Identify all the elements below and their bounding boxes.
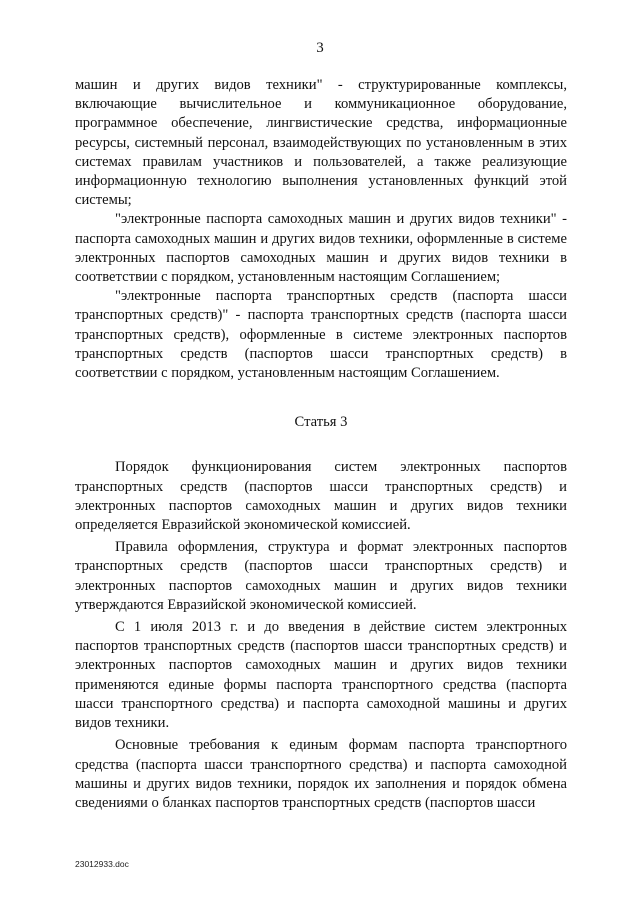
- article-paragraph: Правила оформления, структура и формат электронных паспортов транспортных средств (паспортов шасси транспортных средств) и электронных паспортов самоходных машин и других видов техники утверждаются Евразийской экономической комиссией.: [75, 539, 567, 613]
- document-body: [75, 76, 567, 813]
- article-paragraph: С 1 июля 2013 г. и до введения в действие систем электронных паспортов транспортных средств (паспортов шасси транспортных средств) и электронных паспортов самоходных машин и других видов техники применяются единые формы паспорта транспортного средства (паспорта шасси транспортного средства) и паспорта самоходной машины и других видов техники.: [75, 619, 567, 732]
- definition-paragraph: "электронные паспорта транспортных средств (паспорта шасси транспортных средств)" - паспорта транспортных средств (паспорта шасси транспортных средств), оформленные в системе электронных паспортов транспортных средств (паспортов шасси транспортных средств) в соответствии с порядком, установленным настоящим Соглашением.: [75, 288, 567, 382]
- article-paragraph: Основные требования к единым формам паспорта транспортного средства (паспорта шасси транспортного средства) и паспорта самоходной машины и других видов техники, порядок их заполнения и порядок обмена сведениями о бланках паспортов транспортных средств (паспортов шасси: [75, 737, 567, 811]
- definition-paragraph: "электронные паспорта самоходных машин и других видов техники" - паспорта самоходных машин и других видов техники, оформленные в системе электронных паспортов самоходных машин и других видов техники в соответствии с порядком, установленным настоящим Соглашением;: [75, 211, 567, 286]
- article-paragraph: Порядок функционирования систем электронных паспортов транспортных средств (паспортов шасси транспортных средств) и электронных паспортов самоходных машин и других видов техники определяется Евразийской экономической комиссией.: [75, 459, 567, 534]
- footer-filename: 23012933.doc: [75, 859, 129, 869]
- page-number: 3: [316, 40, 324, 56]
- article-heading: Статья 3: [294, 414, 348, 431]
- definition-paragraph: машин и других видов техники" - структурированные комплексы, включающие вычислительное и коммуникационное оборудование, программное обеспечение, лингвистические средства, информационные ресурсы, системный персонал, взаимодействующих по установленным в этих системах правилам участников и пользователей, а также реализующие информационную технологию выполнения установленных функций этой системы;: [75, 77, 567, 209]
